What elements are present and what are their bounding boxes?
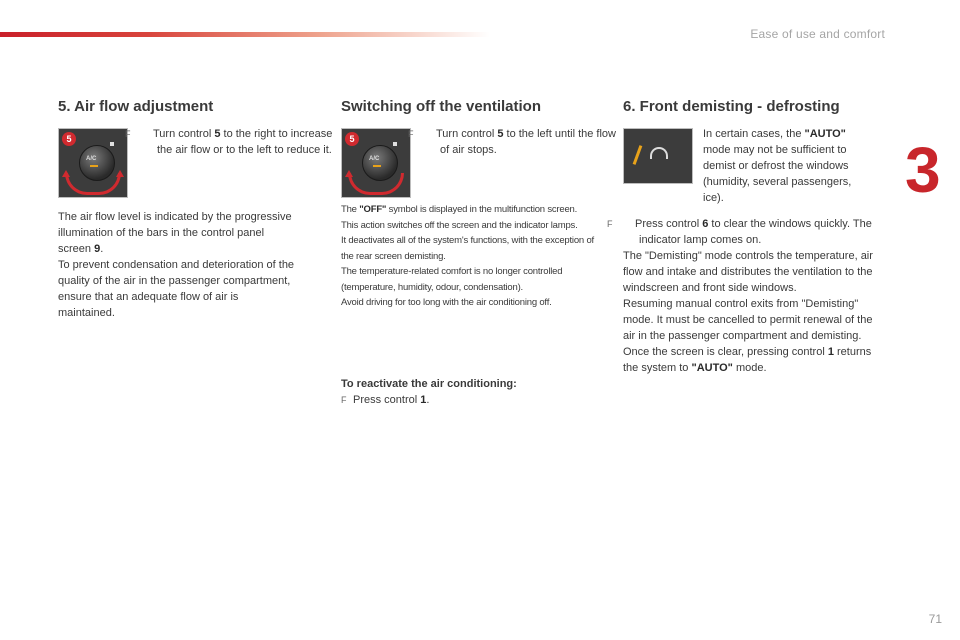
section-label: Ease of use and comfort <box>750 27 885 41</box>
indicator-dot-icon <box>393 142 397 146</box>
paragraph <box>58 209 298 257</box>
rotate-arrow-icon <box>348 173 404 195</box>
instruction-bullet <box>125 126 339 158</box>
page-number: 71 <box>928 612 942 626</box>
arrow-left-icon <box>62 170 70 177</box>
reactivate-bullet <box>341 392 605 408</box>
text: symbol is displayed in the multifunction screen. <box>386 204 578 215</box>
note-line: It deactivates all of the system's functions, with the exception of the rear screen demisting. <box>341 235 594 262</box>
text: Turn control <box>436 128 498 140</box>
demist-control-image <box>623 128 693 184</box>
indicator-dot-icon <box>110 142 114 146</box>
control-ref: 1 <box>827 346 834 358</box>
indicator-lamp-icon <box>633 145 643 165</box>
text: mode. <box>732 362 767 374</box>
text: to clear the windows quickly. The indicator lamp comes on. <box>639 218 872 246</box>
section-demisting <box>623 98 840 116</box>
indicator-bar-icon <box>90 165 98 167</box>
ac-label: A/C <box>369 156 380 162</box>
text: Press control <box>635 218 703 230</box>
paragraph <box>623 344 885 376</box>
text: Once the screen is clear, pressing control <box>623 346 828 358</box>
arrow-left-icon <box>345 170 353 177</box>
rotate-arrow-icon <box>65 173 121 195</box>
text: The air flow level is indicated by the progressive illumination of the bars in the control panel screen <box>58 211 292 255</box>
control-ref: 5 <box>214 128 221 140</box>
instruction-bullet <box>408 126 620 158</box>
arrow-right-icon <box>116 170 124 177</box>
windscreen-demist-icon <box>650 147 668 159</box>
note-line: The temperature-related comfort is no longer controlled (temperature, humidity, odour, condensation). <box>341 266 563 293</box>
indicator-bar-icon <box>373 165 381 167</box>
auto-mode-ref: "AUTO" <box>691 362 733 374</box>
reactivate-title: To reactivate the air conditioning: <box>341 378 517 390</box>
note-line: Avoid driving for too long with the air conditioning off. <box>341 297 552 308</box>
ac-label: A/C <box>86 156 97 162</box>
note-line <box>341 202 605 218</box>
section-switch-off <box>341 98 541 116</box>
text: The <box>341 204 360 215</box>
control-number-badge: 5 <box>345 132 359 146</box>
body-text <box>623 248 885 376</box>
control-ref: 1 <box>420 394 427 406</box>
paragraph: Resuming manual control exits from "Demisting" mode. It must be cancelled to permit renewal of the air in the passenger compartment and demisting. <box>623 298 873 342</box>
note-text <box>341 202 605 311</box>
text: Turn control <box>153 128 215 140</box>
text: to the right to increase the air flow or to the left to reduce it. <box>157 128 333 156</box>
auto-mode-ref: "AUTO" <box>804 128 846 140</box>
ventilation-off-control-image <box>341 128 411 198</box>
text: . <box>100 243 104 255</box>
air-flow-control-image <box>58 128 128 198</box>
section-title: 5. Air flow adjustment <box>58 98 214 115</box>
control-ref: 9 <box>94 243 101 255</box>
header-accent-bar <box>0 32 490 37</box>
note-line: This action switches off the screen and the indicator lamps. <box>341 219 578 231</box>
bullet-icon: F <box>125 129 131 139</box>
control-ref: 5 <box>497 128 504 140</box>
instruction-bullet <box>607 216 901 248</box>
text: . <box>426 394 430 406</box>
paragraph: To prevent condensation and deterioration of the quality of the air in the passenger compartment, ensure that an adequate flow of air is maintained. <box>58 259 295 319</box>
section-title: Switching off the ventilation <box>341 98 541 115</box>
bullet-icon: F <box>607 219 613 229</box>
text: to the left until the flow of air stops. <box>440 128 616 156</box>
chapter-number: 3 <box>905 134 941 206</box>
control-ref: 6 <box>702 218 709 230</box>
text: In certain cases, the <box>703 128 805 140</box>
body-text <box>58 209 298 321</box>
text: Press control <box>353 394 421 406</box>
section-title: 6. Front demisting - defrosting <box>623 98 840 115</box>
section-air-flow <box>58 98 213 116</box>
text: mode may not be sufficient to demist or defrost the windows (humidity, several passengers, ice). <box>703 144 852 204</box>
bullet-icon: F <box>408 129 414 139</box>
control-number-badge: 5 <box>62 132 76 146</box>
intro-text <box>703 126 875 206</box>
reactivate-block <box>341 376 605 408</box>
text: returns the system to <box>623 346 872 374</box>
bullet-icon: F <box>341 395 347 405</box>
off-symbol: "OFF" <box>359 204 387 215</box>
paragraph: The "Demisting" mode controls the temperature, air flow and intake and distributes the ventilation to the windscreen and front side windows. <box>623 250 873 294</box>
